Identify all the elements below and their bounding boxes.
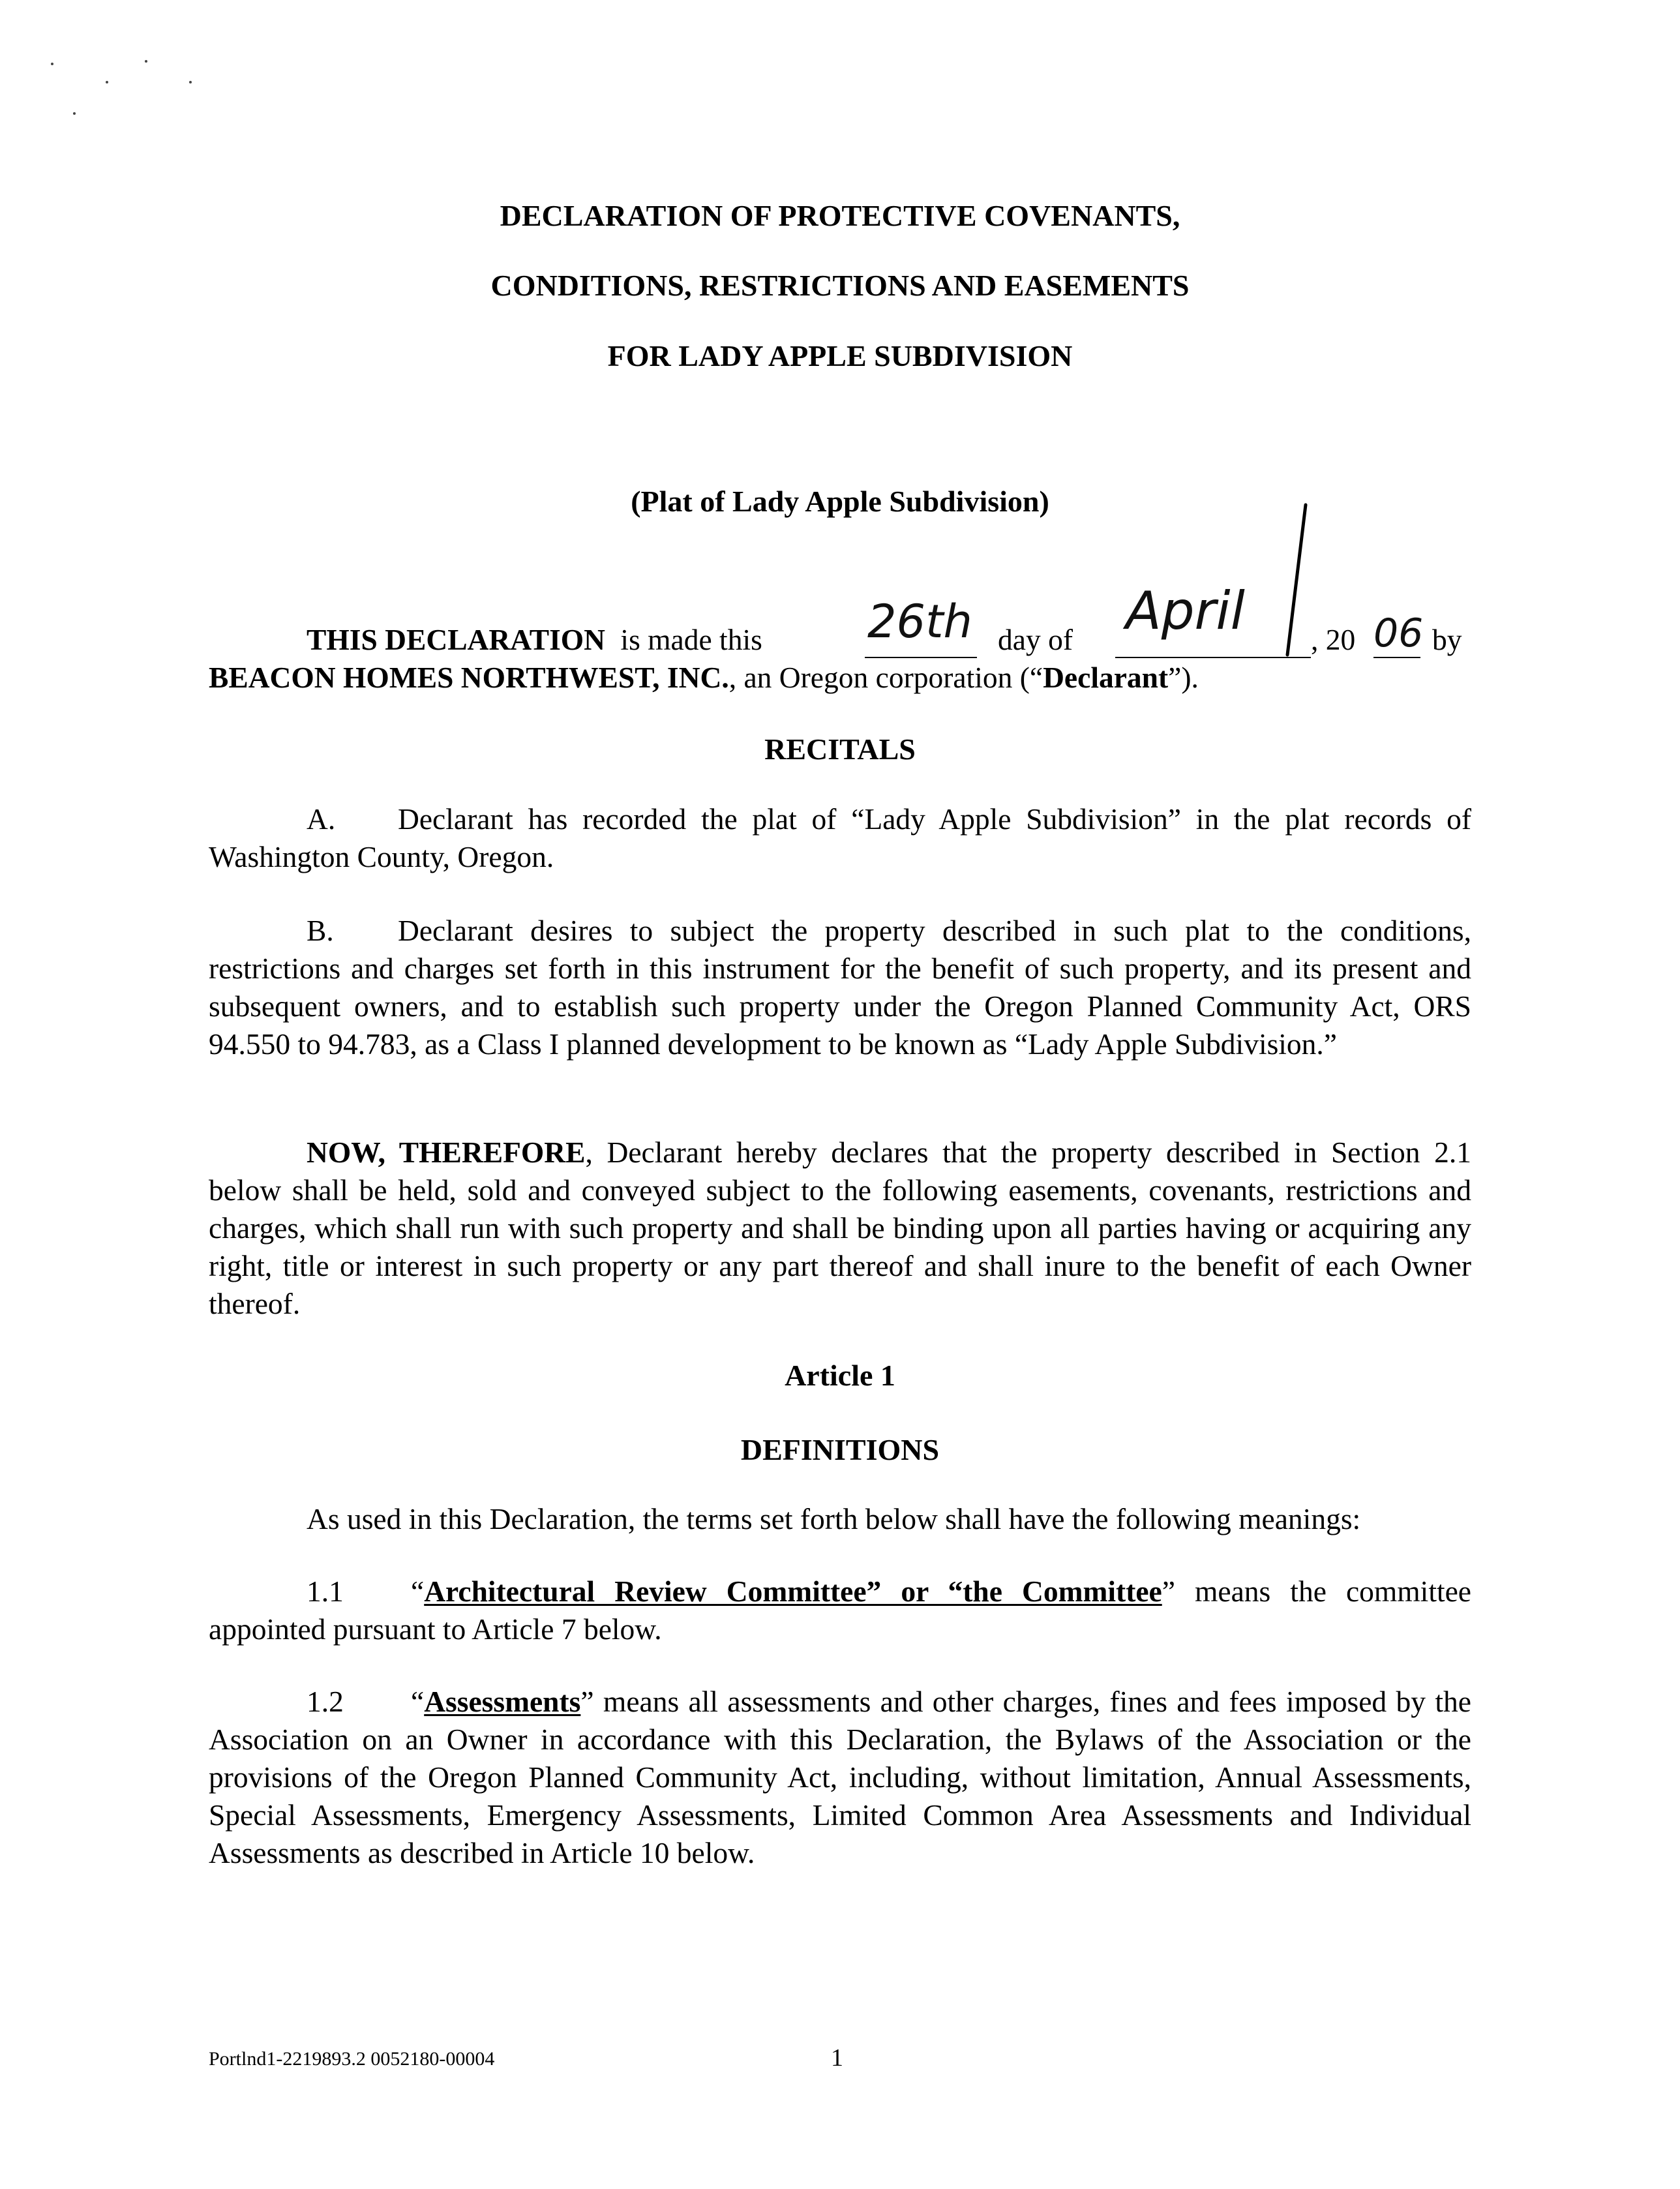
day-blank <box>865 657 977 658</box>
now-therefore-lead: NOW, THEREFORE <box>307 1136 586 1169</box>
handwritten-month: April <box>1126 581 1245 641</box>
scan-speck <box>51 63 53 65</box>
declaration-closing: ”). <box>1168 661 1199 694</box>
recitals-heading: RECITALS <box>764 732 916 766</box>
declaration-party-line <box>209 659 1471 697</box>
footer-document-id: Portlnd1-2219893.2 0052180-00004 <box>209 2048 495 2070</box>
month-blank <box>1115 657 1311 658</box>
recital-b <box>209 912 1471 1063</box>
definitions-intro-text: As used in this Declaration, the terms set forth below shall have the following meanings: <box>307 1502 1361 1535</box>
declarant-party-desc: , an Oregon corporation (“ <box>728 661 1043 694</box>
definition-1-1 <box>209 1573 1471 1648</box>
definition-number: 1.1 <box>307 1575 344 1608</box>
definition-open-quote: “ <box>411 1685 425 1718</box>
scan-speck <box>189 81 192 83</box>
scan-speck <box>73 112 76 115</box>
handwritten-day: 26th <box>867 595 972 648</box>
declarant-term: Declarant <box>1043 661 1169 694</box>
scan-speck <box>106 81 108 83</box>
definition-term: Assessments <box>424 1685 581 1718</box>
recital-a-text: Declarant has recorded the plat of “Lady Apple Subdivision” in the plat records of Washington County, Oregon. <box>209 802 1471 873</box>
title-line-2: CONDITIONS, RESTRICTIONS AND EASEMENTS <box>490 269 1190 302</box>
declaration-by: by <box>1432 623 1462 656</box>
article-heading: Article 1 <box>785 1359 895 1392</box>
definition-number: 1.2 <box>307 1685 344 1718</box>
page-number: 1 <box>831 2044 843 2072</box>
recital-b-label: B. <box>307 914 334 947</box>
definitions-heading: DEFINITIONS <box>740 1433 940 1466</box>
declarant-party: BEACON HOMES NORTHWEST, INC. <box>209 661 729 694</box>
definition-1-2 <box>209 1683 1471 1872</box>
definition-text: means all assessments and other charges, fines and fees imposed by the Association on an Owner in accordance with this Declaration, the Bylaws of the Association or the provisions of the Oregon Planned Community Act, including, without limitation, Annual Assessments, Special Assessments, Emergency Assessments, Limited Common Area Assessments and Individual Assessments as described in Article 10 below. <box>209 1685 1471 1869</box>
definition-close-quote: ” <box>1162 1575 1175 1608</box>
definition-open-quote: “ <box>411 1575 425 1608</box>
definition-close-quote: ” <box>580 1685 594 1718</box>
definition-term: Architectural Review Committee” or “the Committee <box>424 1575 1162 1608</box>
recital-a-label: A. <box>307 802 336 836</box>
declaration-year-prefix: , 20 <box>1311 623 1356 656</box>
recital-a <box>209 800 1471 876</box>
year-blank <box>1373 657 1420 658</box>
declaration-paragraph <box>209 621 1471 659</box>
title-line-3: FOR LADY APPLE SUBDIVISION <box>607 339 1073 372</box>
scan-speck <box>145 60 147 63</box>
definitions-intro <box>209 1500 1471 1538</box>
now-therefore-paragraph <box>209 1134 1471 1323</box>
title-line-1: DECLARATION OF PROTECTIVE COVENANTS, <box>500 199 1180 232</box>
handwritten-year: 06 <box>1373 611 1424 656</box>
definition-text: means the committee appointed pursuant to Article 7 below. <box>209 1575 1471 1646</box>
declaration-lead: THIS DECLARATION <box>307 623 606 656</box>
subtitle: (Plat of Lady Apple Subdivision) <box>631 485 1049 518</box>
declaration-made-this: is made this <box>620 623 762 656</box>
recital-b-text: Declarant desires to subject the property described in such plat to the conditions, restrictions and charges set forth in this instrument for the benefit of such property, and its present and subsequent owners, and to establish such property under the Oregon Planned Community Act, ORS 94.550 to 94.783, as a Class I planned development to be known as “Lady Apple Subdivision.” <box>209 914 1471 1061</box>
now-therefore-text: , Declarant hereby declares that the property described in Section 2.1 below shall be held, sold and conveyed subject to the following easements, covenants, restrictions and charges, which shall run with such property and shall be binding upon all parties having or acquiring any right, title or interest in such property or any part thereof and shall inure to the benefit of each Owner thereof. <box>209 1136 1472 1320</box>
declaration-day-of: day of <box>998 623 1073 656</box>
